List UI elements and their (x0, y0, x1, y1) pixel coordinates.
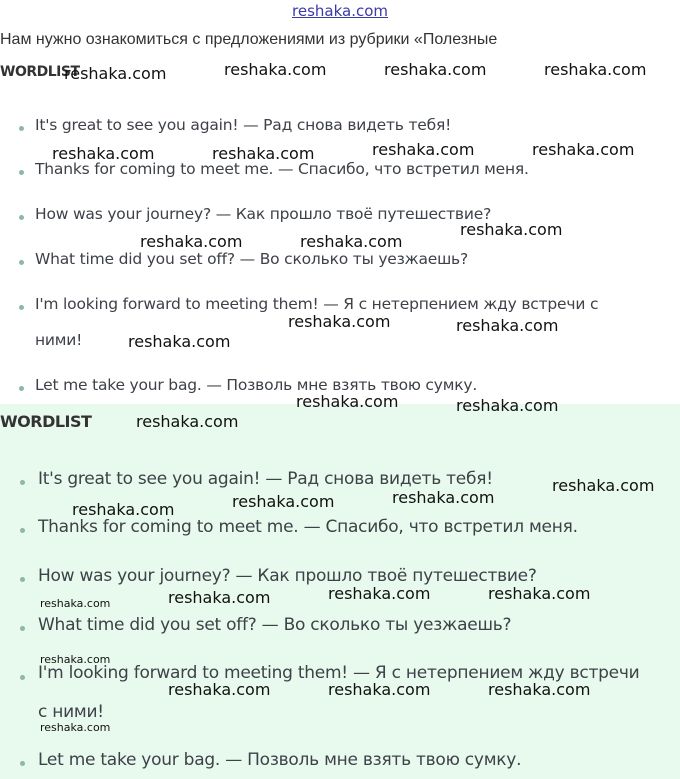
bullet-icon (19, 305, 24, 310)
bullet-icon (19, 215, 24, 220)
wordlist-heading: WORDLIST (0, 412, 92, 431)
watermark: reshaka.com (544, 60, 647, 79)
intro-text: Нам нужно ознакомиться с предложениями из рубрики «Полезные (0, 31, 498, 48)
watermark: reshaka.com (72, 500, 175, 519)
bullet-icon (20, 626, 25, 631)
watermark: reshaka.com (456, 316, 559, 335)
watermark: reshaka.com (552, 476, 655, 495)
watermark: reshaka.com (488, 680, 591, 699)
watermark: reshaka.com (52, 144, 155, 163)
watermark: reshaka.com (460, 220, 563, 239)
list-item: It's great to see you again! — Рад снова видеть тебя! (35, 116, 452, 134)
watermark: reshaka.com (232, 492, 335, 511)
bullet-icon (19, 260, 24, 265)
watermark: reshaka.com (372, 140, 475, 159)
watermark: reshaka.com (300, 232, 403, 251)
watermark: reshaka.com (136, 412, 239, 431)
watermark: reshaka.com (384, 60, 487, 79)
bullet-icon (19, 126, 24, 131)
bullet-icon (20, 675, 25, 680)
list-item: What time did you set off? — Во сколько ты уезжаешь? (35, 250, 469, 268)
watermark: reshaka.com (64, 64, 167, 83)
watermark: reshaka.com (128, 332, 231, 351)
list-item: Thanks for coming to meet me. — Спасибо, что встретил меня. (38, 517, 578, 537)
watermark: reshaka.com (392, 488, 495, 507)
watermark: reshaka.com (456, 396, 559, 415)
bullet-icon (20, 480, 25, 485)
list-item: What time did you set off? — Во сколько ты уезжаешь? (38, 615, 512, 635)
watermark: reshaka.com (328, 680, 431, 699)
bullet-icon (19, 170, 24, 175)
watermark: reshaka.com (328, 584, 431, 603)
watermark: reshaka.com (296, 392, 399, 411)
bullet-icon (20, 577, 25, 582)
watermark: reshaka.com (168, 680, 271, 699)
watermark: reshaka.com (288, 312, 391, 331)
bullet-icon (20, 761, 25, 766)
watermark: reshaka.com (212, 144, 315, 163)
watermark: reshaka.com (224, 60, 327, 79)
watermark: reshaka.com (40, 597, 111, 610)
watermark: reshaka.com (40, 653, 111, 666)
watermark: reshaka.com (488, 584, 591, 603)
list-item: Let me take your bag. — Позволь мне взять твою сумку. (35, 376, 478, 394)
list-item: I'm looking forward to meeting them! — Я с нетерпением жду встречи (38, 663, 640, 683)
watermark: reshaka.com (40, 721, 111, 734)
list-item: Thanks for coming to meet me. — Спасибо, что встретил меня. (35, 160, 529, 178)
list-item-continuation: ними! (35, 331, 83, 349)
list-item: How was your journey? — Как прошло твоё путешествие? (35, 205, 492, 223)
bullet-icon (20, 528, 25, 533)
list-item: How was your journey? — Как прошло твоё путешествие? (38, 566, 537, 586)
watermark: reshaka.com (140, 232, 243, 251)
watermark: reshaka.com (532, 140, 635, 159)
list-item: I'm looking forward to meeting them! — Я с нетерпением жду встречи с (35, 295, 599, 313)
watermark: reshaka.com (168, 588, 271, 607)
list-item: Let me take your bag. — Позволь мне взять твою сумку. (38, 750, 522, 770)
wordlist-heading: WORDLIST (0, 64, 80, 80)
list-item: It's great to see you again! — Рад снова видеть тебя! (38, 469, 493, 489)
site-title-link[interactable]: reshaka.com (292, 2, 388, 20)
list-item-continuation: с ними! (38, 702, 104, 722)
bullet-icon (19, 386, 24, 391)
